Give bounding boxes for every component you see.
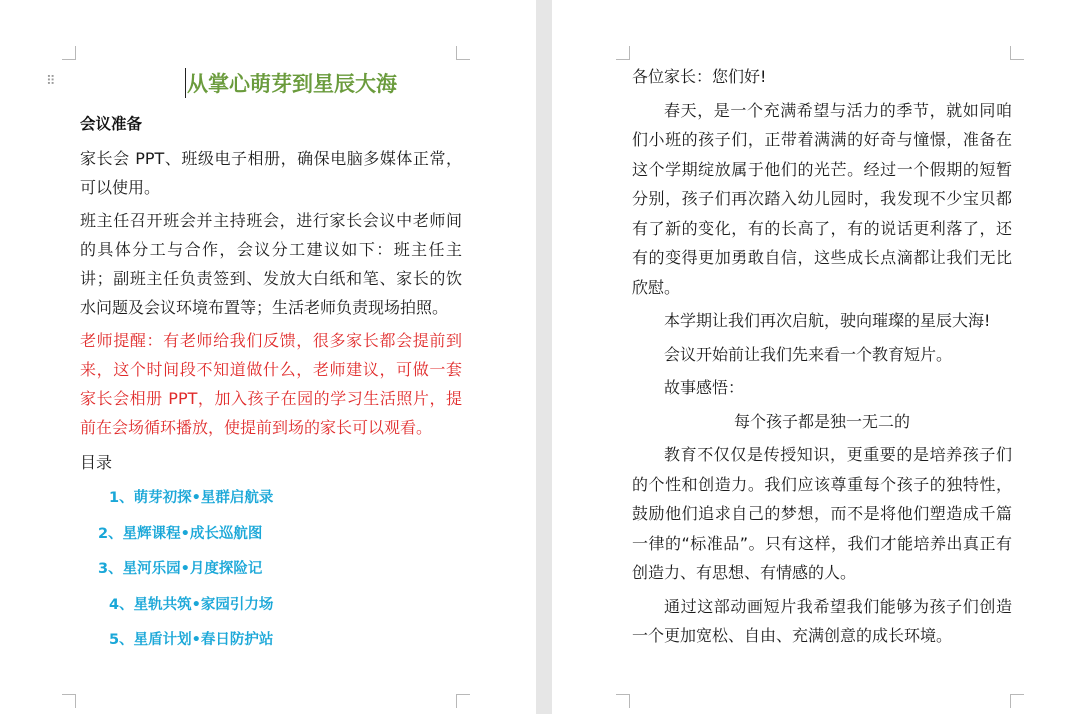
story-title: 每个孩子都是独一无二的: [733, 411, 910, 431]
document-page-left[interactable]: [0, 0, 536, 714]
toc-item[interactable]: 3、星河乐园•月度探险记: [98, 561, 263, 577]
right-page-content[interactable]: [632, 62, 1012, 651]
toc-item[interactable]: 1、萌芽初探•星群启航录: [109, 490, 274, 506]
paragraph-education: 教育不仅仅是传授知识，更重要的是培养孩子们的个性和创造力。我们应该尊重每个孩子的独特性，鼓励他们追求自己的梦想，而不是将他们塑造成千篇一律的“标准品”。只有这样，我们才能培养出真正有创造力、有思想、有情感的人。: [632, 445, 1012, 582]
toc-title: 目录: [80, 453, 113, 472]
paragraph-spring: 春天，是一个充满希望与活力的季节，就如同咱们小班的孩子们，正带着满满的好奇与憧憬，准备在这个学期绽放属于他们的光芒。经过一个假期的短暂分别，孩子们再次踏入幼儿园时，我发现不少宝贝都有了新的变化，有的长高了，有的说话更利落了，还有的变得更加勇敢自信，这些成长点滴都让我们无比欣慰。: [632, 100, 1012, 297]
toc-item[interactable]: 4、星轨共筑•家园引力场: [109, 596, 274, 613]
paragraph-materials: 家长会 PPT、班级电子相册，确保电脑多媒体正常，可以使用。: [80, 149, 462, 197]
paragraph-set-sail: 本学期让我们再次启航，驶向璀璨的星辰大海!: [664, 311, 991, 330]
text-cursor: [185, 68, 186, 98]
paragraph-environment: 通过这部动画短片我希望我们能够为孩子们创造一个更加宽松、自由、充满创意的成长环境。: [632, 596, 1012, 645]
greeting: 各位家长：您们好!: [632, 67, 767, 86]
crop-mark-bottom-left: [62, 694, 76, 708]
toc-list: [80, 486, 462, 664]
paragraph-division-of-labor: 班主任召开班会并主持班会，进行家长会议中老师间的具体分工与合作，会议分工建议如下：班主任主讲；副班主任负责签到、发放大白纸和笔、家长的饮水问题及会议环境布置等；生活老师负责现场拍照。: [80, 211, 462, 317]
toc-item[interactable]: 2、星辉课程•成长巡航图: [98, 525, 263, 542]
teacher-reminder: 老师提醒：有老师给我们反馈，很多家长都会提前到来，这个时间段不知道做什么，老师建议，可做一套家长会相册 PPT，加入孩子在园的学习生活照片，提前在会场循环播放，使提前到场的家长可以观看。: [80, 331, 462, 437]
paragraph-short-film: 会议开始前让我们先来看一个教育短片。: [664, 344, 953, 364]
left-page-content[interactable]: [80, 66, 462, 664]
drag-handle-icon[interactable]: ⠿: [46, 74, 54, 89]
crop-mark-top-right: [456, 46, 470, 60]
crop-mark-top-left: [62, 46, 76, 60]
document-page-right[interactable]: [552, 0, 1080, 714]
crop-mark-top-right: [1010, 46, 1024, 60]
document-title[interactable]: [80, 66, 462, 102]
crop-mark-top-left: [616, 46, 630, 60]
crop-mark-bottom-left: [616, 694, 630, 708]
toc-item[interactable]: 5、星盾计划•春日防护站: [109, 632, 274, 648]
crop-mark-bottom-right: [1010, 694, 1024, 708]
paragraph-story-label: 故事感悟：: [664, 378, 745, 397]
crop-mark-bottom-right: [456, 694, 470, 708]
section-heading: 会议准备: [80, 115, 143, 133]
document-title-text: 从掌心萌芽到星辰大海: [187, 72, 397, 96]
